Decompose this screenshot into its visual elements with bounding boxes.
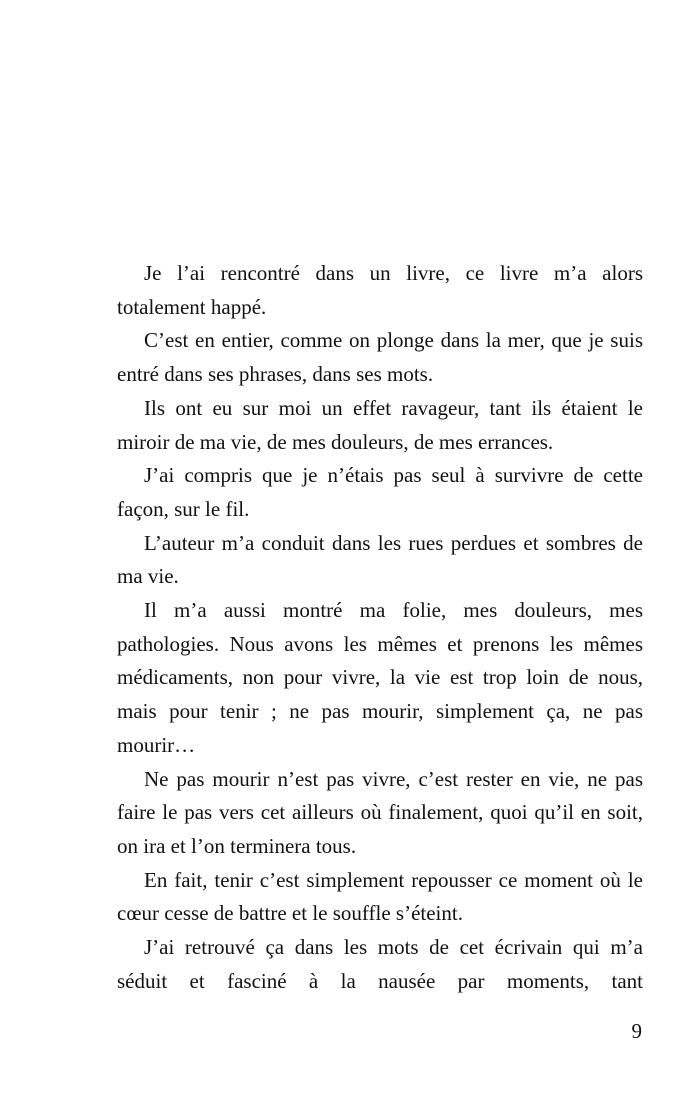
paragraph: Ils ont eu sur moi un effet ravageur, tant ils étaient le miroir de ma vie, de mes douleurs, de mes errances.: [117, 395, 643, 454]
body-text: [117, 257, 643, 998]
paragraph: J’ai compris que je n’étais pas seul à survivre de cette façon, sur le fil.: [117, 463, 643, 521]
paragraph: C’est en entier, comme on plonge dans la mer, que je suis entré dans ses phrases, dans ses mots.: [117, 328, 643, 387]
paragraph: En fait, tenir c’est simplement repousser ce moment où le cœur cesse de battre et le souffle s’éteint.: [117, 867, 643, 926]
paragraph: Ne pas mourir n’est pas vivre, c’est rester en vie, ne pas faire le pas vers cet ailleurs où finalement, quoi qu’il en soit, on ira et l’on terminera tous.: [117, 766, 643, 858]
paragraph: Je l’ai rencontré dans un livre, ce livre m’a alors totalement happé.: [117, 261, 643, 319]
paragraph: J’ai retrouvé ça dans les mots de cet écrivain qui m’a séduit et fasciné à la nausée par moments, tant: [117, 935, 643, 993]
paragraph: Il m’a aussi montré ma folie, mes douleurs, mes pathologies. Nous avons les mêmes et prenons les mêmes médicaments, non pour vivre, la vie est trop loin de nous, mais pour tenir ; ne pas mourir, simplement ça, ne pas mourir…: [117, 598, 643, 757]
paragraph: L’auteur m’a conduit dans les rues perdues et sombres de ma vie.: [117, 530, 643, 589]
page-number: 9: [631, 1019, 642, 1043]
